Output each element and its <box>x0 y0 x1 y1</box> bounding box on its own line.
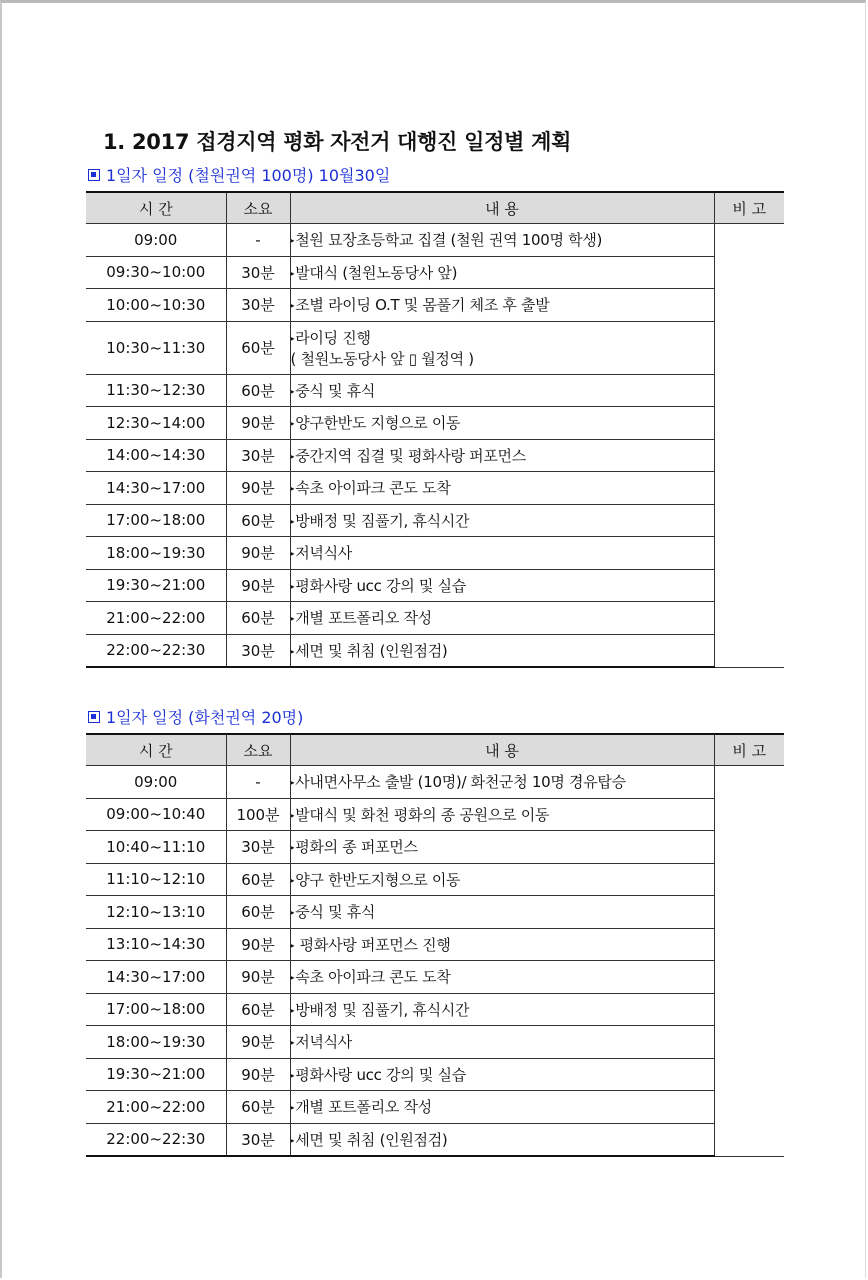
content-text: 발대식 및 화천 평화의 종 공원으로 이동 <box>295 805 550 824</box>
right-triangle-bullet-icon: ▸ <box>290 419 295 429</box>
cell-duration: 100분 <box>226 798 290 831</box>
right-triangle-bullet-icon: ▸ <box>290 516 295 526</box>
cell-time: 11:10~12:10 <box>86 863 226 896</box>
cell-time: 10:30~11:30 <box>86 321 226 374</box>
cell-duration: 90분 <box>226 407 290 440</box>
table-row <box>86 1058 784 1091</box>
content-text: 중식 및 휴식 <box>295 903 376 922</box>
cell-time: 17:00~18:00 <box>86 993 226 1026</box>
right-triangle-bullet-icon: ▸ <box>290 386 295 396</box>
content-text: 평화사랑 ucc 강의 및 실습 <box>295 1065 466 1084</box>
content-text: 속초 아이파크 콘도 도착 <box>295 479 451 498</box>
cell-duration: 30분 <box>226 256 290 289</box>
cell-duration: 30분 <box>226 289 290 322</box>
right-triangle-bullet-icon: ▸ <box>290 268 295 278</box>
content-text: 저녁식사 <box>295 544 352 563</box>
cell-content <box>290 831 714 864</box>
cell-content <box>290 961 714 994</box>
cell-time: 13:10~14:30 <box>86 928 226 961</box>
table-row <box>86 766 784 799</box>
right-triangle-bullet-icon: ▸ <box>290 614 295 624</box>
table-row <box>86 928 784 961</box>
section-heading-1 <box>88 163 390 186</box>
cell-duration: 90분 <box>226 928 290 961</box>
boxed-square-icon <box>88 711 100 723</box>
table-row <box>86 1091 784 1124</box>
cell-note <box>714 224 784 668</box>
content-text: 중간지역 집결 및 평화사랑 퍼포먼스 <box>295 446 526 465</box>
table-row <box>86 537 784 570</box>
table-row <box>86 961 784 994</box>
right-triangle-bullet-icon: ▸ <box>290 301 295 311</box>
table-row <box>86 407 784 440</box>
right-triangle-bullet-icon: ▸ <box>290 549 295 559</box>
cell-duration: 60분 <box>226 321 290 374</box>
cell-time: 17:00~18:00 <box>86 504 226 537</box>
right-triangle-bullet-icon: ▸ <box>290 236 295 246</box>
content-text: 양구 한반도지형으로 이동 <box>295 870 461 889</box>
cell-time: 19:30~21:00 <box>86 569 226 602</box>
content-text: 세면 및 취침 (인원점검) <box>295 641 448 660</box>
cell-duration: 90분 <box>226 472 290 505</box>
content-text: 평화의 종 퍼포먼스 <box>295 838 418 857</box>
content-text: 사내면사무소 출발 (10명)/ 화천군청 10명 경유탑승 <box>295 773 626 792</box>
table-row <box>86 863 784 896</box>
table-row <box>86 993 784 1026</box>
content-text: 저녁식사 <box>295 1033 352 1052</box>
content-text: 중식 및 휴식 <box>295 381 376 400</box>
cell-duration: 60분 <box>226 896 290 929</box>
table-body <box>86 766 784 1157</box>
cell-duration: 90분 <box>226 537 290 570</box>
cell-time: 09:00 <box>86 766 226 799</box>
cell-time: 14:00~14:30 <box>86 439 226 472</box>
header-note: 비 고 <box>714 192 784 224</box>
table-row <box>86 224 784 257</box>
content-text: 방배정 및 짐풀기, 휴식시간 <box>295 511 470 530</box>
content-text: 양구한반도 지형으로 이동 <box>295 414 461 433</box>
cell-duration: 90분 <box>226 1058 290 1091</box>
cell-time: 10:00~10:30 <box>86 289 226 322</box>
cell-content <box>290 256 714 289</box>
table-row <box>86 831 784 864</box>
right-triangle-bullet-icon: ▸ <box>290 810 295 820</box>
cell-time: 22:00~22:30 <box>86 1123 226 1156</box>
table-row <box>86 321 784 374</box>
header-content: 내 용 <box>290 192 714 224</box>
section-heading-2 <box>88 705 303 728</box>
right-triangle-bullet-icon: ▸ <box>290 451 295 461</box>
cell-duration: 60분 <box>226 602 290 635</box>
table-row <box>86 504 784 537</box>
cell-content <box>290 224 714 257</box>
cell-time: 12:10~13:10 <box>86 896 226 929</box>
right-triangle-bullet-icon: ▸ <box>290 1005 295 1015</box>
cell-time: 18:00~19:30 <box>86 1026 226 1059</box>
right-triangle-bullet-icon: ▸ <box>290 908 295 918</box>
section-heading-text: 1일자 일정 (화천권역 20명) <box>106 708 304 727</box>
table-header-row <box>86 734 784 766</box>
right-triangle-bullet-icon: ▸ <box>290 973 295 983</box>
document-title: 1. 2017 접경지역 평화 자전거 대행진 일정별 계획 <box>103 130 572 154</box>
cell-duration: 30분 <box>226 831 290 864</box>
table-header-row <box>86 192 784 224</box>
content-text: 철원 묘장초등학교 집결 (철원 권역 100명 학생) <box>295 231 603 250</box>
content-text: 평화사랑 ucc 강의 및 실습 <box>295 576 466 595</box>
cell-content <box>290 569 714 602</box>
cell-content <box>290 407 714 440</box>
cell-duration: 60분 <box>226 374 290 407</box>
content-text: 평화사랑 퍼포먼스 진행 <box>295 935 451 954</box>
cell-duration: 30분 <box>226 634 290 667</box>
cell-content <box>290 1091 714 1124</box>
table-row <box>86 896 784 929</box>
content-text: 속초 아이파크 콘도 도착 <box>295 968 451 987</box>
cell-content <box>290 537 714 570</box>
cell-time: 09:00 <box>86 224 226 257</box>
cell-time: 21:00~22:00 <box>86 1091 226 1124</box>
schedule-table-1 <box>86 191 784 668</box>
cell-duration: 90분 <box>226 569 290 602</box>
cell-time: 09:30~10:00 <box>86 256 226 289</box>
table-row <box>86 798 784 831</box>
cell-time: 18:00~19:30 <box>86 537 226 570</box>
header-time: 시 간 <box>86 192 226 224</box>
table-row <box>86 1026 784 1059</box>
cell-content <box>290 602 714 635</box>
cell-duration: 90분 <box>226 961 290 994</box>
cell-content <box>290 504 714 537</box>
content-text: 세면 및 취침 (인원점검) <box>295 1130 448 1149</box>
right-triangle-bullet-icon: ▸ <box>290 1103 295 1113</box>
content-text: 개별 포트폴리오 작성 <box>295 1098 432 1117</box>
header-time: 시 간 <box>86 734 226 766</box>
cell-time: 12:30~14:00 <box>86 407 226 440</box>
cell-content <box>290 289 714 322</box>
header-duration: 소요 <box>226 192 290 224</box>
section-heading-text: 1일자 일정 (철원권역 100명) 10월30일 <box>106 166 391 185</box>
cell-time: 10:40~11:10 <box>86 831 226 864</box>
cell-content <box>290 1058 714 1091</box>
content-text: 개별 포트폴리오 작성 <box>295 609 432 628</box>
right-triangle-bullet-icon: ▸ <box>290 1070 295 1080</box>
cell-duration: 90분 <box>226 1026 290 1059</box>
right-triangle-bullet-icon: ▸ <box>290 1038 295 1048</box>
cell-content <box>290 634 714 667</box>
content-text: 방배정 및 짐풀기, 휴식시간 <box>295 1000 470 1019</box>
cell-duration: 60분 <box>226 504 290 537</box>
cell-time: 21:00~22:00 <box>86 602 226 635</box>
cell-time: 09:00~10:40 <box>86 798 226 831</box>
cell-duration: 60분 <box>226 993 290 1026</box>
table-row <box>86 289 784 322</box>
cell-content <box>290 321 714 374</box>
content-text: 라이딩 진행 <box>295 328 371 347</box>
boxed-square-icon <box>88 169 100 181</box>
header-note: 비 고 <box>714 734 784 766</box>
content-text: 조별 라이딩 O.T 및 몸풀기 체조 후 출발 <box>295 296 550 315</box>
cell-content <box>290 863 714 896</box>
table-row <box>86 374 784 407</box>
table-row <box>86 602 784 635</box>
cell-duration: 30분 <box>226 1123 290 1156</box>
cell-duration: 30분 <box>226 439 290 472</box>
right-triangle-bullet-icon: ▸ <box>290 778 295 788</box>
cell-duration: - <box>226 224 290 257</box>
cell-time: 11:30~12:30 <box>86 374 226 407</box>
cell-duration: - <box>226 766 290 799</box>
right-triangle-bullet-icon: ▸ <box>290 646 295 656</box>
cell-content <box>290 928 714 961</box>
table-row <box>86 569 784 602</box>
content-text-line2: ( 철원노동당사 앞 ▯ 월정역 ) <box>290 349 474 368</box>
cell-content <box>290 374 714 407</box>
cell-content <box>290 439 714 472</box>
right-triangle-bullet-icon: ▸ <box>290 843 295 853</box>
right-triangle-bullet-icon: ▸ <box>290 1135 295 1145</box>
cell-note <box>714 766 784 1157</box>
table-row <box>86 1123 784 1156</box>
cell-content <box>290 993 714 1026</box>
cell-content <box>290 896 714 929</box>
right-triangle-bullet-icon: ▸ <box>290 484 295 494</box>
cell-duration: 60분 <box>226 1091 290 1124</box>
cell-content <box>290 1123 714 1156</box>
cell-time: 19:30~21:00 <box>86 1058 226 1091</box>
table-row <box>86 472 784 505</box>
schedule-table-2 <box>86 733 784 1157</box>
content-text: 발대식 (철원노동당사 앞) <box>295 263 458 282</box>
header-duration: 소요 <box>226 734 290 766</box>
header-content: 내 용 <box>290 734 714 766</box>
cell-time: 22:00~22:30 <box>86 634 226 667</box>
table-row <box>86 256 784 289</box>
cell-content <box>290 472 714 505</box>
table-body <box>86 224 784 668</box>
right-triangle-bullet-icon: ▸ <box>290 333 295 343</box>
right-triangle-bullet-icon: ▸ <box>290 875 295 885</box>
cell-time: 14:30~17:00 <box>86 961 226 994</box>
right-triangle-bullet-icon: ▸ <box>290 581 295 591</box>
table-row <box>86 634 784 667</box>
table-row <box>86 439 784 472</box>
cell-content <box>290 1026 714 1059</box>
cell-content <box>290 798 714 831</box>
cell-content <box>290 766 714 799</box>
cell-duration: 60분 <box>226 863 290 896</box>
cell-time: 14:30~17:00 <box>86 472 226 505</box>
right-triangle-bullet-icon: ▸ <box>290 940 295 950</box>
